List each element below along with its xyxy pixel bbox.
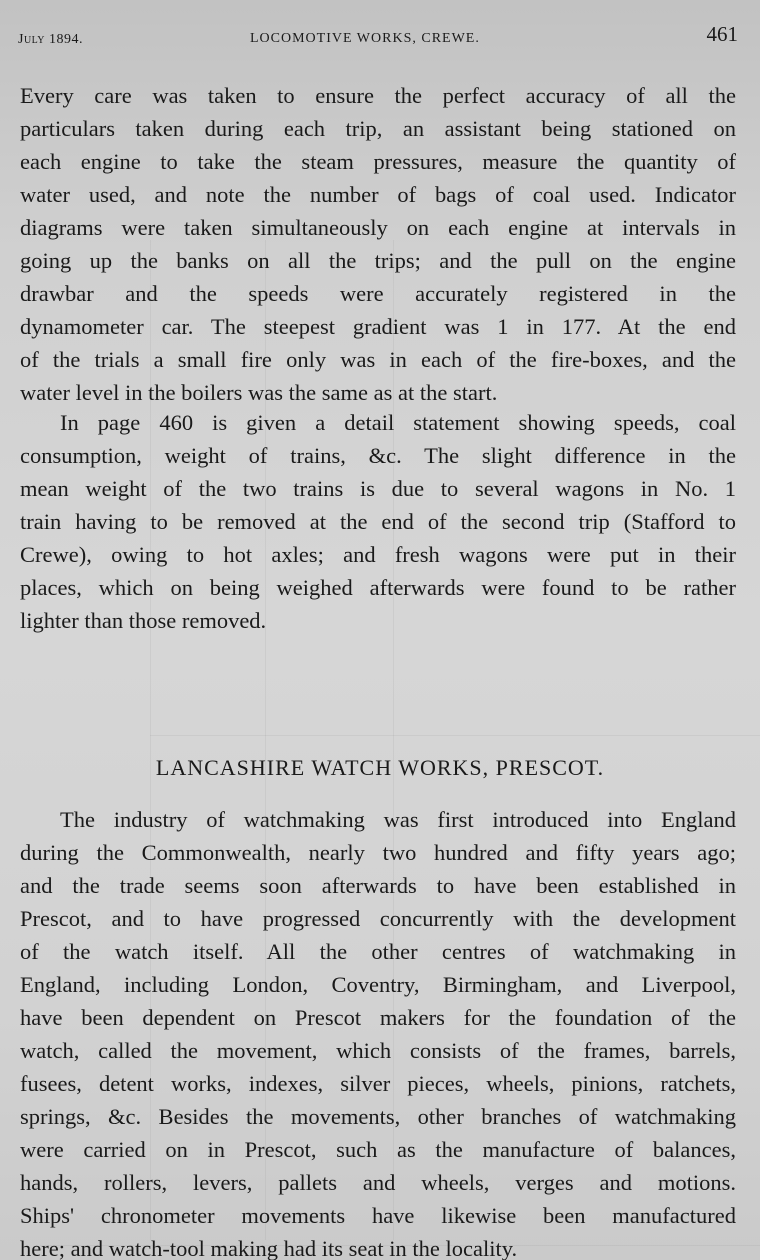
paragraph-watchmaking-history [20,803,736,1260]
running-head [18,20,738,50]
text-line: going up the banks on all the trips; and the pull on the engine [20,248,736,273]
paragraph-detail-statement [20,406,736,637]
text-line: and the trade seems soon afterwards to have been established in [20,873,736,898]
text-line: mean weight of the two trains is due to several wagons in No. 1 [20,476,736,501]
text-line: Crewe), owing to hot axles; and fresh wagons were put in their [20,542,736,567]
text-line: In page 460 is given a detail statement showing speeds, coal [60,410,736,435]
text-line: places, which on being weighed afterwards were found to be rather [20,575,736,600]
text-line: watch, called the movement, which consists of the frames, barrels, [20,1038,736,1063]
running-title: LOCOMOTIVE WORKS, CREWE. [250,31,480,46]
text-line: diagrams were taken simultaneously on each engine at intervals in [20,215,736,240]
text-line: during the Commonwealth, nearly two hundred and fifty years ago; [20,840,736,865]
text-line: of the watch itself. All the other centres of watchmaking in [20,939,736,964]
text-line: each engine to take the steam pressures, measure the quantity of [20,149,736,174]
bleed-through-rule [150,735,760,736]
text-line: consumption, weight of trains, &c. The slight difference in the [20,443,736,468]
text-line: water level in the boilers was the same as at the start. [20,380,498,405]
text-line: springs, &c. Besides the movements, other branches of watchmaking [20,1104,736,1129]
text-line: fusees, detent works, indexes, silver pieces, wheels, pinions, ratchets, [20,1071,736,1096]
issue-date: July 1894. [18,32,83,47]
text-line: water used, and note the number of bags of coal used. Indicator [20,182,736,207]
page-number: 461 [706,22,738,46]
text-line: England, including London, Coventry, Birmingham, and Liverpool, [20,972,736,997]
text-line: have been dependent on Prescot makers for the foundation of the [20,1005,736,1030]
text-line: of the trials a small fire only was in each of the fire-boxes, and the [20,347,736,372]
text-line: were carried on in Prescot, such as the manufacture of balances, [20,1137,736,1162]
text-line: Ships' chronometer movements have likewise been manufactured [20,1203,736,1228]
text-line: particulars taken during each trip, an assistant being stationed on [20,116,736,141]
text-line: hands, rollers, levers, pallets and wheels, verges and motions. [20,1170,736,1195]
text-line: here; and watch-tool making had its seat in the locality. [20,1236,518,1260]
text-line: train having to be removed at the end of the second trip (Stafford to [20,509,736,534]
text-line: lighter than those removed. [20,608,267,633]
section-heading: LANCASHIRE WATCH WORKS, PRESCOT. [155,755,605,780]
text-line: Every care was taken to ensure the perfect accuracy of all the [20,83,736,108]
paragraph-trial-accuracy [20,79,736,409]
text-line: Prescot, and to have progressed concurrently with the development [20,906,736,931]
text-line: drawbar and the speeds were accurately registered in the [20,281,736,306]
text-line: The industry of watchmaking was first introduced into England [60,807,736,832]
text-line: dynamometer car. The steepest gradient was 1 in 177. At the end [20,314,736,339]
